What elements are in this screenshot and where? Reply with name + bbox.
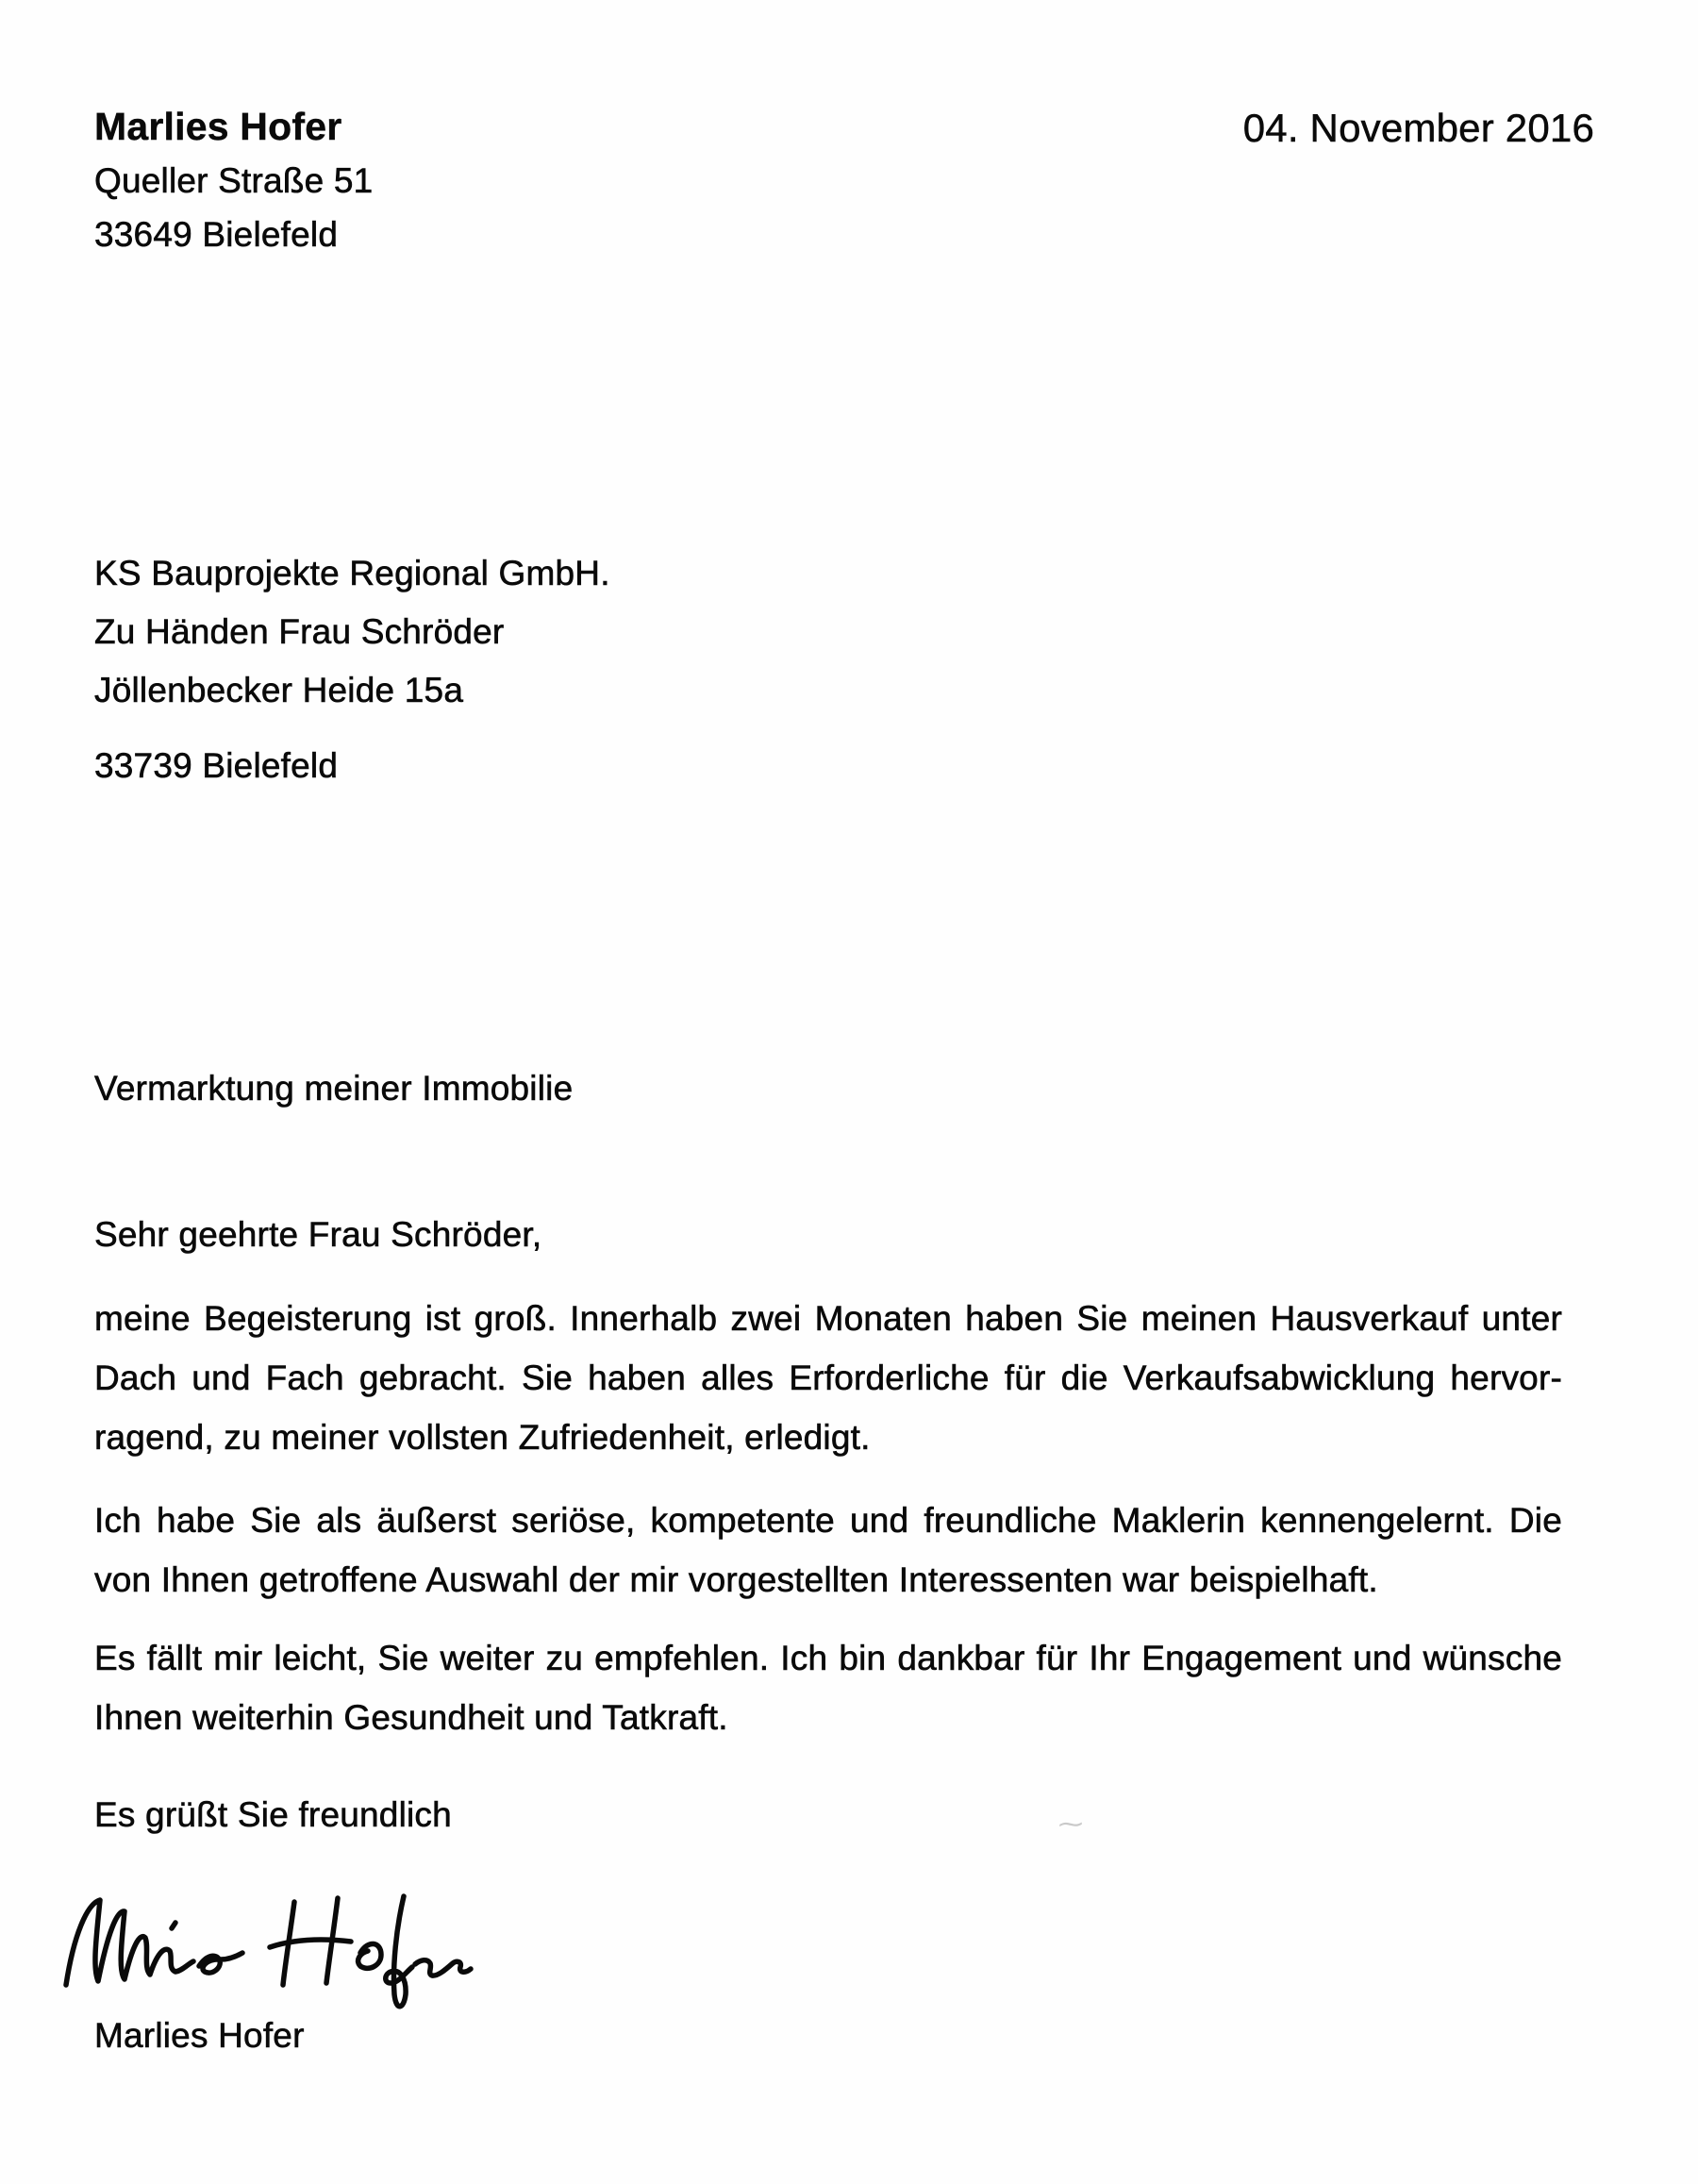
signature-stroke-i-dot	[172, 1923, 175, 1928]
recipient-company: KS Bauprojekte Regional GmbH.	[94, 554, 610, 592]
recipient-street: Jöllenbecker Heide 15a	[94, 671, 464, 709]
signature-stroke-marli	[66, 1900, 193, 1985]
body-paragraph-2	[94, 1491, 1562, 1609]
signature-name: Marlies Hofer	[94, 2016, 305, 2055]
scan-artifact: ⁓	[1058, 1809, 1083, 1838]
recipient-attention: Zu Händen Frau Schröder	[94, 612, 505, 651]
body-line: Es fällt mir leicht, Sie weiter zu empfehlen. Ich bin dankbar für Ihr Engagement und wünsche	[94, 1639, 1562, 1677]
body-paragraph-1	[94, 1289, 1562, 1467]
signature-stroke-er	[415, 1960, 471, 1976]
body-paragraph-3	[94, 1628, 1562, 1747]
signature-stroke-es	[199, 1953, 242, 1973]
body-line: Ihnen weiterhin Gesundheit und Tatkraft.	[94, 1698, 728, 1737]
sender-street: Queller Straße 51	[94, 161, 374, 200]
subject-line: Vermarktung meiner Immobilie	[94, 1069, 574, 1108]
closing-line: Es grüßt Sie freundlich	[94, 1795, 452, 1834]
body-line: meine Begeisterung ist groß. Innerhalb zwei Monaten haben Sie meinen Hausverkauf unter	[94, 1299, 1562, 1338]
body-line: von Ihnen getroffene Auswahl der mir vorgestellten Interessenten war beispielhaft.	[94, 1560, 1378, 1599]
body-line: Ich habe Sie als äußerst seriöse, kompetente und freundliche Maklerin kennengelernt. Die	[94, 1501, 1562, 1540]
signature-stroke-h-bar	[270, 1940, 351, 1947]
sender-city: 33649 Bielefeld	[94, 215, 339, 254]
body-line: Dach und Fach gebracht. Sie haben alles Erforderliche für die Verkaufsabwicklung hervor-	[94, 1359, 1562, 1397]
recipient-city: 33739 Bielefeld	[94, 746, 339, 785]
signature-stroke-f	[386, 1896, 412, 2007]
sender-name: Marlies Hofer	[94, 105, 342, 148]
salutation: Sehr geehrte Frau Schröder,	[94, 1215, 542, 1254]
signature-stroke-o	[358, 1943, 381, 1968]
body-line: ragend, zu meiner vollsten Zufriedenheit, erledigt.	[94, 1418, 871, 1457]
handwritten-signature	[58, 1870, 492, 2021]
letter-date: 04. November 2016	[1242, 106, 1594, 150]
